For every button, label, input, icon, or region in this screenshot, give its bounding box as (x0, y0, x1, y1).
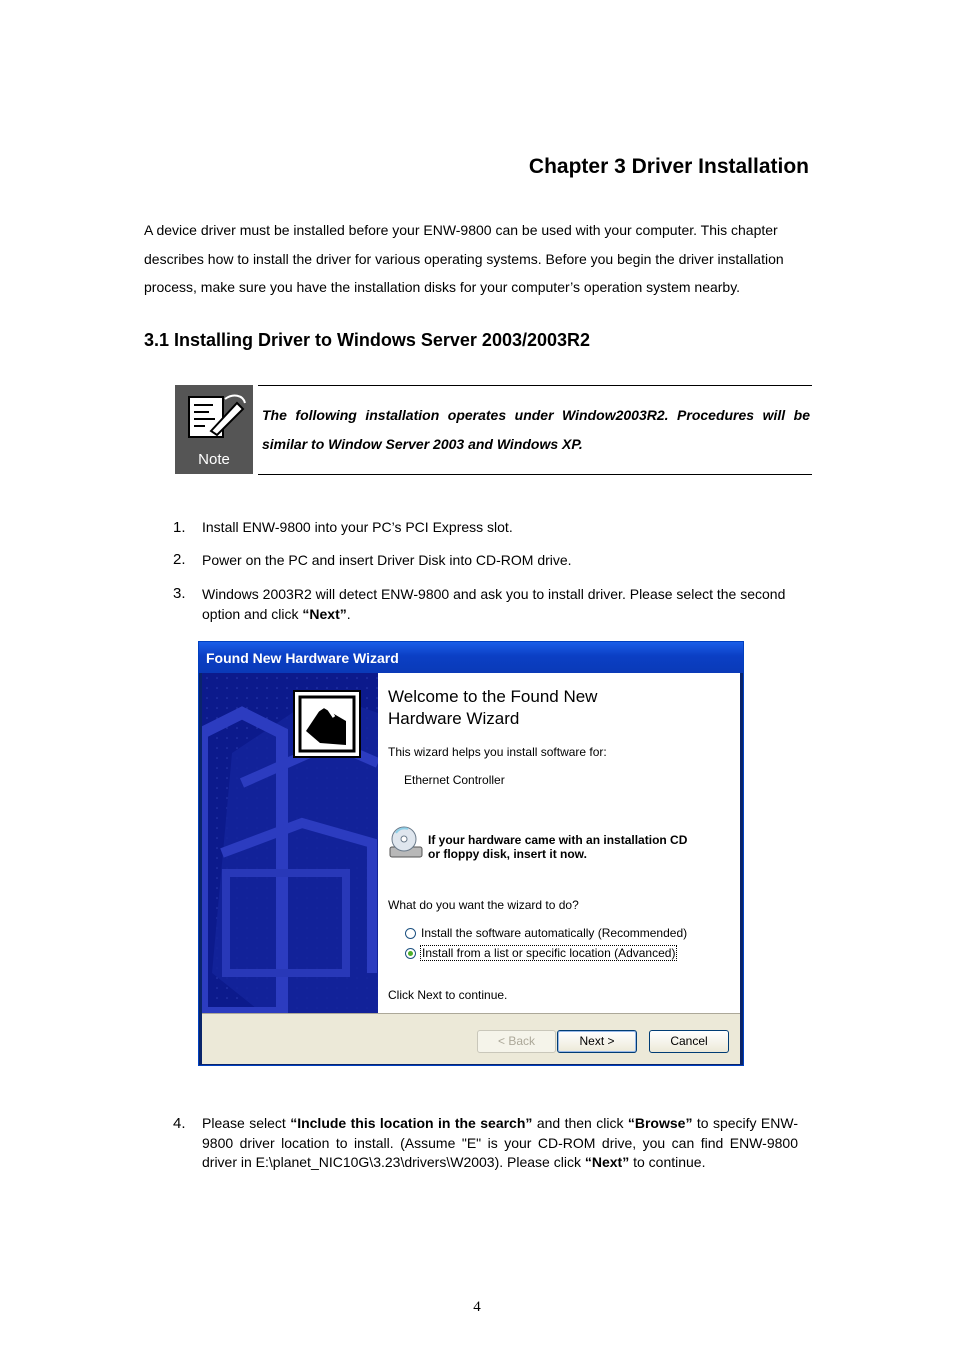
note-line-1: The following installation operates under Window2003R2. Procedures will be (262, 407, 810, 423)
wizard-side-banner (202, 673, 378, 1013)
note-text (262, 401, 810, 459)
step-4-text-b: and then click (532, 1115, 628, 1131)
step-3-next-emphasis: “Next” (302, 605, 347, 622)
step-3-text-a: Windows 2003R2 will detect ENW-9800 and ask you to install driver. Please select the second option and click (202, 586, 786, 622)
page-number: 4 (473, 1299, 481, 1315)
wizard-content (378, 673, 740, 1013)
step-2-text: Power on the PC and insert Driver Disk into CD-ROM drive. (202, 552, 572, 568)
step-3-text-b: . (346, 605, 351, 622)
step-3-number: 3. (173, 585, 186, 602)
chapter-title: Chapter 3 Driver Installation (528, 155, 809, 178)
note-top-rule (258, 385, 812, 386)
step-4-text-d: to continue. (629, 1154, 706, 1170)
cd-instruction-line-2: or floppy disk, insert it now. (428, 847, 587, 861)
wizard-title-bar (199, 642, 743, 673)
step-4-text-a: Please select (202, 1115, 291, 1131)
step-4-text-c: to specify ENW-9800 driver location to install. (Assume "E" is your CD-ROM drive, you can find ENW-9800 driver in E:\planet_NIC10G\3.23\drivers\W2003). Please click (202, 1115, 798, 1170)
step-2-number: 2. (173, 551, 186, 568)
next-button[interactable]: Next > (557, 1030, 637, 1053)
step-3-text (202, 585, 798, 624)
step-1-number: 1. (173, 519, 186, 536)
wizard-device-name: Ethernet Controller (404, 773, 505, 787)
back-button[interactable]: < Back (477, 1030, 556, 1053)
wizard-question: What do you want the wizard to do? (388, 898, 579, 912)
step-4-number: 4. (173, 1115, 186, 1132)
note-line-2: similar to Window Server 2003 and Windows XP. (262, 436, 583, 452)
wizard-helps-text: This wizard helps you install software for: (388, 745, 607, 759)
intro-paragraph: A device driver must be installed before your ENW-9800 can be used with your computer. This chapter describes how to install the driver for various operating systems. Before you begin the driver installation process, make sure you have the installation disks for your computer’s operation system nearby. (144, 222, 784, 295)
note-icon-label: Note (198, 451, 230, 468)
note-bottom-rule (258, 474, 812, 475)
note-icon (175, 385, 253, 474)
option-advanced-radio[interactable] (405, 948, 416, 959)
cancel-button[interactable]: Cancel (649, 1030, 729, 1053)
cd-instruction (428, 833, 687, 861)
option-advanced-label[interactable]: Install from a list or specific location (Advanced) (422, 946, 676, 960)
step-4-include-emphasis: “Include this location in the search” (290, 1115, 533, 1131)
step-4-next-emphasis: “Next” (584, 1154, 630, 1170)
cd-icon (388, 825, 424, 861)
wizard-button-bar (202, 1013, 740, 1064)
wizard-continue-text: Click Next to continue. (388, 988, 508, 1002)
step-4-text (202, 1114, 798, 1173)
found-new-hardware-wizard (198, 641, 744, 1066)
step-1-text: Install ENW-9800 into your PC’s PCI Express slot. (202, 519, 513, 535)
step-4-browse-emphasis: “Browse” (627, 1115, 693, 1131)
option-automatic-label[interactable]: Install the software automatically (Recommended) (421, 926, 688, 940)
wizard-heading-line-2: Hardware Wizard (388, 709, 520, 728)
option-automatic-radio[interactable] (405, 928, 416, 939)
wizard-heading-line-1: Welcome to the Found New (388, 687, 598, 706)
cd-instruction-line-1: If your hardware came with an installation CD (428, 833, 688, 847)
wizard-title: Found New Hardware Wizard (206, 650, 399, 666)
section-title: 3.1 Installing Driver to Windows Server 2003/2003R2 (144, 330, 591, 350)
